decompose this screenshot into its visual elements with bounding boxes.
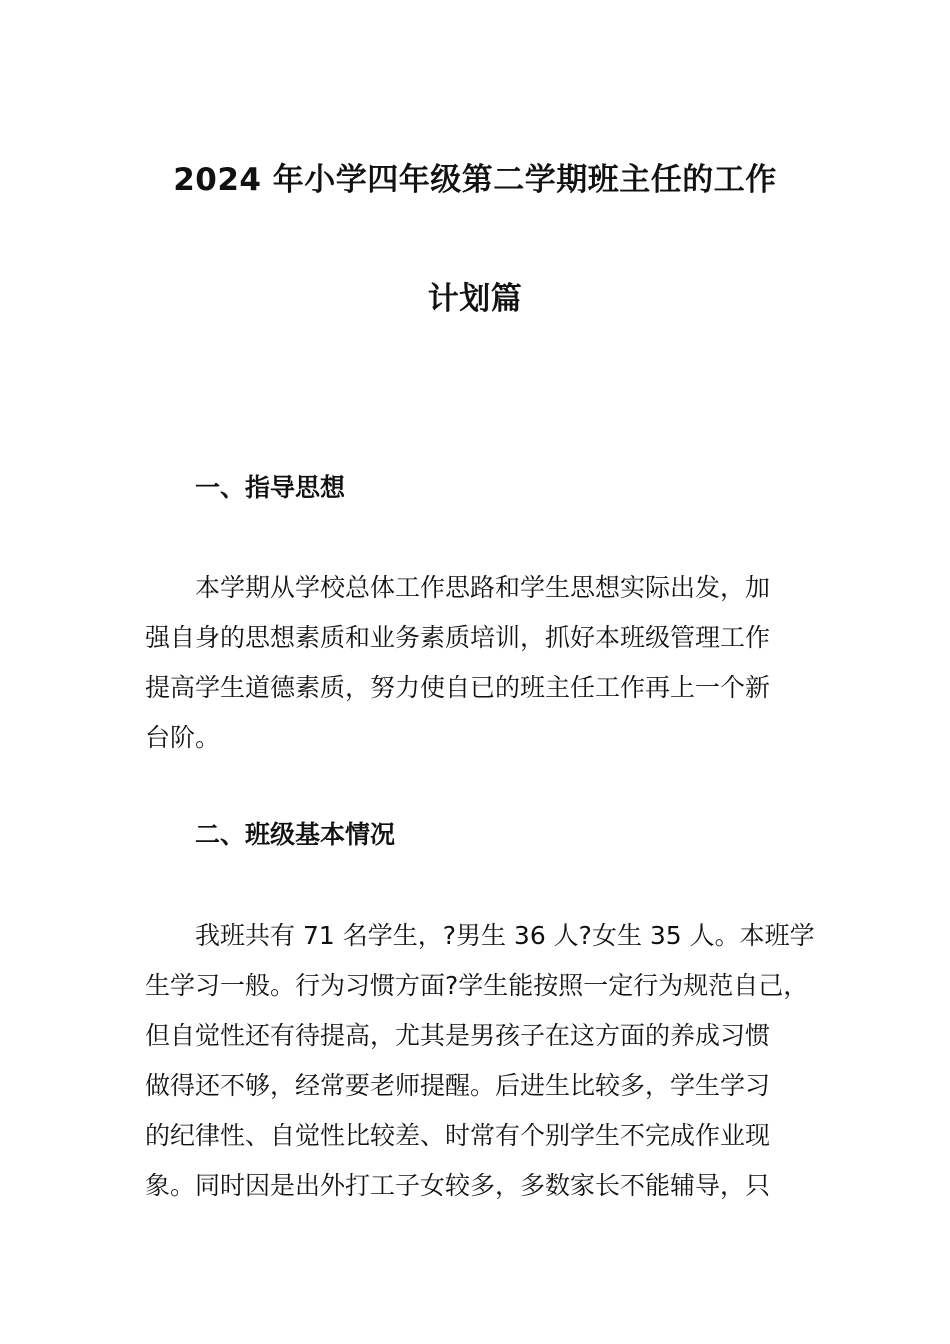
paragraph-class-situation [145,911,815,1211]
paragraph-guiding-thought [145,563,815,763]
paragraph-line: 生学习一般。行为习惯方面?学生能按照一定行为规范自己， [145,971,809,1000]
paragraph-line: 台阶。 [145,723,221,752]
paragraph-line: 象。同时因是出外打工子女较多，多数家长不能辅导，只 [145,1171,771,1200]
section-heading-guiding-thought: 一、指导思想 [195,473,346,502]
document-title-line-1: 2024 年小学四年级第二学期班主任的工作 [173,162,777,198]
paragraph-line: 强自身的思想素质和业务素质培训，抓好本班级管理工作 [145,623,771,652]
document-title-line-2: 计划篇 [427,281,523,317]
paragraph-line: 提高学生道德素质，努力使自已的班主任工作再上一个新 [145,673,771,702]
paragraph-line: 我班共有 71 名学生，?男生 36 人?女生 35 人。本班学 [195,921,815,950]
section-heading-class-situation: 二、班级基本情况 [195,820,396,849]
paragraph-line: 做得还不够，经常要老师提醒。后进生比较多，学生学习 [145,1071,771,1100]
paragraph-line: 但自觉性还有待提高，尤其是男孩子在这方面的养成习惯 [145,1021,771,1050]
paragraph-line: 本学期从学校总体工作思路和学生思想实际出发，加 [195,573,771,602]
paragraph-line: 的纪律性、自觉性比较差、时常有个别学生不完成作业现 [145,1121,771,1150]
